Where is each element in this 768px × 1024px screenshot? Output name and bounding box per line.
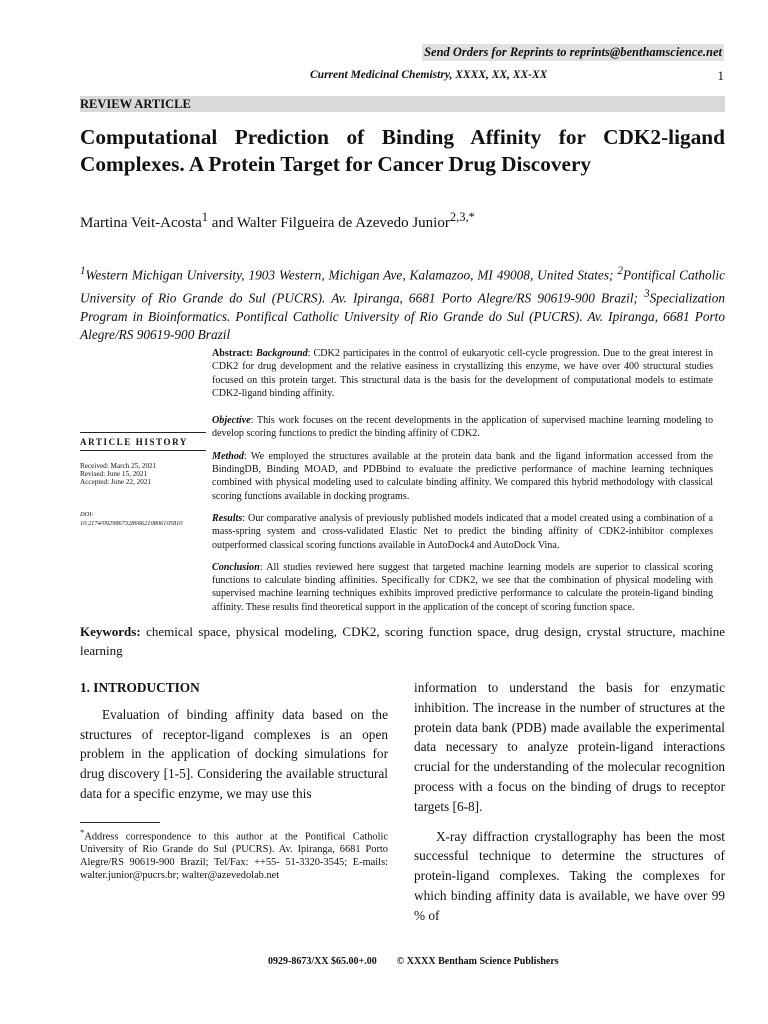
abstract (212, 347, 713, 614)
affiliations (80, 262, 725, 345)
paragraph: Evaluation of binding affinity data based on the structures of receptor-ligand complexes is an open problem in the application of docking simulations for drug discovery [1-5]. Considering the available structural data for a specific enzyme, we may use this (80, 706, 388, 802)
affiliation: Specialization Program in Bioinformatics. Pontifical Catholic University of Rio Grande do Sul (PUCRS). Av. Ipiranga, 6681 Porto Alegre/RS 90619-900 Brazil (80, 290, 725, 343)
section-label: Objective (212, 415, 251, 427)
section-label: Method (212, 450, 244, 462)
reprints-notice: Send Orders for Reprints to reprints@benthamscience.net (424, 45, 722, 59)
page-number: 1 (717, 68, 724, 83)
copyright: © XXXX Bentham Science Publishers (396, 955, 559, 967)
journal-citation: Current Medicinal Chemistry, XXXX, XX, XX-XX (310, 69, 548, 81)
body-columns (80, 678, 725, 926)
revised-date: Revised: June 15, 2021 (80, 470, 148, 478)
abstract-conclusion: : All studies reviewed here suggest that targeted machine learning models are superior to classical scoring functions to calculate binding affinities. Specifically for CDK2, we see that the combination of physical modeling with supervised machine learning techniques exhibits improved predictive performance to calculate the protein-ligand binding affinity. These results find theoretical support in the application of the concept of scoring function space. (212, 561, 713, 613)
affiliation-mark: 1 (80, 265, 86, 277)
section-label: Conclusion (212, 561, 260, 573)
body-flow (80, 347, 725, 967)
abstract-method: : We employed the structures available at the protein data bank and the ligand information accessed from the BindingDB, Binding MOAD, and PDBbind to evaluate the predictive performance of machine learning techniques combined with physical modeling used to calculate binding affinity. We compared this hybrid methodology with classical scoring functions available in docking programs. (212, 450, 713, 502)
author-list (80, 210, 475, 232)
article-history-heading: ARTICLE HISTORY (80, 437, 188, 447)
issn-price: 0929-8673/XX $65.00+.00 (268, 955, 377, 967)
affiliation-mark: 2 (617, 265, 623, 277)
abstract-objective: : This work focuses on the recent developments in the application of supervised machine learning modeling to develop scoring functions to predict the binding affinity of CDK2. (212, 415, 713, 440)
author-name: Walter Filgueira de Azevedo Junior (236, 215, 450, 231)
footnote-text: Address correspondence to this author at the Pontifical Catholic University of Rio Grande do Sul (PUCRS). Av. Ipiranga, 6681 Porto Alegre/RS 90619-900 Brazil; Tel/Fax: ++55- 51-3320-3545; E-mails: walter.junior@pucrs.br; walter@azevedolab.net (80, 831, 388, 882)
affiliation: Western Michigan University, 1903 Western, Michigan Ave, Kalamazoo, MI 49008, United States; (85, 267, 618, 283)
section-heading: 1. INTRODUCTION (80, 680, 200, 696)
author-conjunction: and (208, 215, 237, 231)
received-date: Received: March 25, 2021 (80, 462, 157, 470)
accepted-date: Accepted: June 22, 2021 (80, 478, 152, 486)
paragraph: information to understand the basis for enzymatic inhibition. The increase in the number of structures at the protein data bank (PDB) made available the experimental data necessary to analyze protein-ligand interactions crucial for the understanding of the molecular recognition process with a focus on the binding of drugs to receptor targets [6-8]. (414, 680, 725, 814)
abstract-results: : Our comparative analysis of previously published models indicated that a model created using a combination of a mass-spring system and cross-validated Elastic Net to predict the binding affinity of CDK2-inhibitor complexes outperformed classical scoring functions available in AutoDock4 and AutoDock Vina. (212, 512, 713, 551)
abstract-label: Abstract: (212, 348, 257, 359)
paragraph: X-ray diffraction crystallography has been the most successful technique to determine the structures of protein-ligand complexes. Taking the complexes for which binding affinity data is available, we have over 99 % of (414, 828, 725, 923)
keywords-list: chemical space, physical modeling, CDK2, scoring function space, drug design, crystal structure, machine learning (80, 624, 725, 659)
keywords-label: Keywords: (80, 624, 141, 640)
abstract-background: : CDK2 participates in the control of eukaryotic cell-cycle progression. Due to the great interest in CDK2 for drug development and the relative easiness in crystallizing this enzyme, we have over 400 structural studies focused on this protein target. This structural data is the basis for the development of computational models to estimate CDK2-ligand binding affinity. (212, 348, 713, 399)
affiliation-mark: 3 (644, 287, 650, 300)
author-affiliation-mark: 1 (201, 210, 209, 224)
page-footer (80, 956, 725, 967)
doi-label: DOI: (80, 511, 94, 518)
footnote-mark: * (80, 826, 85, 837)
paper-title: Computational Prediction of Binding Affinity for CDK2-ligand Complexes. A Protein Target for Cancer Drug Discovery (80, 125, 725, 176)
keywords (80, 622, 725, 660)
section-label: Results (212, 512, 243, 524)
section-label: Background (256, 348, 308, 359)
doi-link[interactable]: 10.2174/0929867328666210806105810 (80, 520, 183, 527)
left-column (80, 678, 388, 926)
author-affiliation-mark: 2,3,* (449, 210, 475, 224)
right-column (414, 678, 725, 926)
footnote-rule (80, 822, 160, 823)
article-type-bar: REVIEW ARTICLE (80, 96, 725, 112)
affiliation: Pontifical Catholic University of Rio Grande do Sul (PUCRS). Av. Ipiranga, 6681 Porto Alegre/RS 90619-900 Brazil; (80, 267, 725, 306)
correspondence-footnote (80, 822, 388, 882)
author-name: Martina Veit-Acosta (80, 215, 202, 231)
